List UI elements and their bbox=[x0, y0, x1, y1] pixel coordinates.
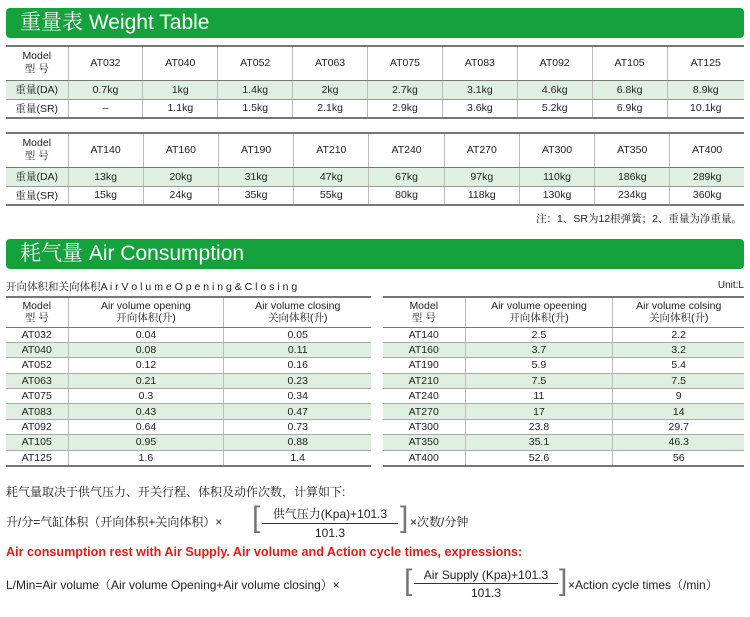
opening-value: 11 bbox=[465, 389, 613, 404]
weight-table-1 bbox=[6, 45, 744, 119]
table-row bbox=[383, 435, 744, 450]
table-row bbox=[6, 342, 371, 357]
model-label-cell bbox=[6, 297, 68, 327]
closing-value: 14 bbox=[613, 404, 744, 419]
table-row bbox=[383, 373, 744, 388]
table-row bbox=[6, 450, 371, 465]
weight-value: 67kg bbox=[369, 167, 444, 186]
opening-value: 0.64 bbox=[68, 419, 224, 434]
table-row bbox=[6, 404, 371, 419]
opening-value: 0.95 bbox=[68, 435, 224, 450]
model-name: AT190 bbox=[383, 358, 465, 373]
weight-value: 1.4kg bbox=[218, 80, 293, 99]
model-name: AT210 bbox=[294, 133, 369, 167]
opening-header bbox=[68, 297, 224, 327]
en-formula-rhs: ×Action cycle times（/min） bbox=[568, 578, 718, 592]
bracket-left: [ bbox=[404, 564, 413, 597]
opening-value: 0.12 bbox=[68, 358, 224, 373]
closing-value: 56 bbox=[613, 450, 744, 465]
model-label-cell bbox=[6, 46, 68, 80]
header-en: Air volume opening bbox=[101, 300, 191, 313]
opening-header bbox=[465, 297, 613, 327]
weight-value: 360kg bbox=[670, 186, 744, 205]
table-row bbox=[383, 450, 744, 465]
model-name: AT052 bbox=[218, 46, 293, 80]
model-label-cn: 型 号 bbox=[24, 63, 49, 76]
weight-value: 1.1kg bbox=[143, 99, 218, 118]
weight-value: 289kg bbox=[670, 167, 744, 186]
model-name: AT240 bbox=[369, 133, 444, 167]
weight-value: 8.9kg bbox=[667, 80, 744, 99]
opening-value: 1.6 bbox=[68, 450, 224, 465]
bracket-left: [ bbox=[252, 501, 261, 534]
weight-value: 1.5kg bbox=[218, 99, 293, 118]
closing-value: 29.7 bbox=[613, 419, 744, 434]
model-name: AT125 bbox=[667, 46, 744, 80]
closing-value: 1.4 bbox=[224, 450, 371, 465]
air-volume-table-left bbox=[6, 296, 371, 467]
model-name: AT300 bbox=[383, 419, 465, 434]
en-formula-numerator: Air Supply (Kpa)+101.3 bbox=[414, 568, 558, 584]
bracket-right: ] bbox=[400, 501, 409, 534]
model-name: AT125 bbox=[6, 450, 68, 465]
closing-value: 0.23 bbox=[224, 373, 371, 388]
weight-value: 80kg bbox=[369, 186, 444, 205]
weight-value: 234kg bbox=[595, 186, 670, 205]
weight-table-banner: 重量表 Weight Table bbox=[6, 8, 744, 38]
cn-formula-numerator: 供气压力(Kpa)+101.3 bbox=[262, 505, 398, 524]
weight-value: 2.7kg bbox=[368, 80, 443, 99]
model-name: AT240 bbox=[383, 389, 465, 404]
unit-label: Unit:L bbox=[717, 280, 744, 291]
model-name: AT075 bbox=[6, 389, 68, 404]
weight-value: 2.1kg bbox=[293, 99, 368, 118]
model-name: AT032 bbox=[68, 46, 143, 80]
table-row bbox=[6, 419, 371, 434]
model-name: AT300 bbox=[519, 133, 594, 167]
weight-table-header bbox=[6, 133, 744, 167]
opening-value: 0.43 bbox=[68, 404, 224, 419]
model-name: AT270 bbox=[383, 404, 465, 419]
cn-formula-rhs: ×次数/分钟 bbox=[410, 515, 469, 529]
air-table-header bbox=[6, 297, 371, 327]
weight-value: 10.1kg bbox=[667, 99, 744, 118]
weight-value: 130kg bbox=[519, 186, 594, 205]
air-volume-table-right bbox=[383, 296, 744, 467]
table-row bbox=[383, 419, 744, 434]
model-name: AT040 bbox=[143, 46, 218, 80]
weight-value: 2.9kg bbox=[368, 99, 443, 118]
opening-value: 52.6 bbox=[465, 450, 613, 465]
en-formula-heading: Air consumption rest with Air Supply. Air volume and Action cycle times, expressions: bbox=[6, 545, 523, 559]
model-name: AT140 bbox=[383, 327, 465, 342]
header-cn: 关向体积(升) bbox=[648, 312, 709, 325]
weight-row-sr bbox=[6, 99, 744, 118]
closing-value: 5.4 bbox=[613, 358, 744, 373]
opening-value: 35.1 bbox=[465, 435, 613, 450]
model-name: AT105 bbox=[6, 435, 68, 450]
model-name: AT160 bbox=[143, 133, 218, 167]
header-en: Air volume closing bbox=[255, 300, 341, 313]
row-label-da: 重量(DA) bbox=[6, 80, 68, 99]
weight-value: 2kg bbox=[293, 80, 368, 99]
opening-value: 0.21 bbox=[68, 373, 224, 388]
closing-value: 0.73 bbox=[224, 419, 371, 434]
air-volume-subtitle: 开向体积和关向体积A i r V o l u m e O p e n i n g & C l o s i n g bbox=[6, 281, 298, 293]
model-name: AT270 bbox=[444, 133, 519, 167]
model-name: AT140 bbox=[68, 133, 143, 167]
bracket-right: ] bbox=[559, 564, 568, 597]
opening-value: 23.8 bbox=[465, 419, 613, 434]
opening-value: 0.08 bbox=[68, 342, 224, 357]
model-name: AT083 bbox=[442, 46, 517, 80]
closing-value: 3.2 bbox=[613, 342, 744, 357]
model-name: AT092 bbox=[517, 46, 592, 80]
table-row bbox=[6, 389, 371, 404]
model-label-en: Model bbox=[22, 137, 52, 150]
weight-value: 15kg bbox=[68, 186, 143, 205]
header-cn: 关向体积(升) bbox=[267, 312, 328, 325]
model-name: AT032 bbox=[6, 327, 68, 342]
model-name: AT350 bbox=[383, 435, 465, 450]
air-table-header bbox=[383, 297, 744, 327]
model-name: AT040 bbox=[6, 342, 68, 357]
weight-value: 1kg bbox=[143, 80, 218, 99]
weight-row-da bbox=[6, 167, 744, 186]
cn-formula-fraction bbox=[262, 505, 398, 540]
closing-header bbox=[613, 297, 744, 327]
model-label-cell bbox=[6, 133, 68, 167]
weight-value: 110kg bbox=[519, 167, 594, 186]
weight-value: 186kg bbox=[595, 167, 670, 186]
closing-value: 2.2 bbox=[613, 327, 744, 342]
model-name: AT063 bbox=[293, 46, 368, 80]
header-en: Air volume colsing bbox=[636, 300, 722, 313]
weight-value: – bbox=[68, 99, 143, 118]
weight-row-sr bbox=[6, 186, 744, 205]
weight-value: 13kg bbox=[68, 167, 143, 186]
table-row bbox=[6, 327, 371, 342]
weight-value: 6.9kg bbox=[592, 99, 667, 118]
model-name: AT210 bbox=[383, 373, 465, 388]
opening-value: 3.7 bbox=[465, 342, 613, 357]
en-formula-fraction bbox=[414, 568, 558, 600]
cn-formula-lhs: 升/分=气缸体积（开向体积+关向体积）× bbox=[6, 515, 223, 529]
model-name: AT400 bbox=[670, 133, 744, 167]
row-label-sr: 重量(SR) bbox=[6, 186, 68, 205]
header-en: Air volume opeening bbox=[491, 300, 587, 313]
model-label-cn: 型 号 bbox=[24, 150, 49, 163]
header-en: Model bbox=[409, 300, 439, 313]
closing-value: 0.88 bbox=[224, 435, 371, 450]
model-name: AT052 bbox=[6, 358, 68, 373]
weight-value: 20kg bbox=[143, 167, 218, 186]
weight-table-2 bbox=[6, 132, 744, 206]
weight-value: 47kg bbox=[294, 167, 369, 186]
weight-value: 4.6kg bbox=[517, 80, 592, 99]
model-label-cell bbox=[383, 297, 465, 327]
table-row bbox=[6, 373, 371, 388]
weight-value: 0.7kg bbox=[68, 80, 143, 99]
weight-value: 31kg bbox=[218, 167, 293, 186]
closing-value: 0.34 bbox=[224, 389, 371, 404]
model-name: AT350 bbox=[595, 133, 670, 167]
closing-value: 0.11 bbox=[224, 342, 371, 357]
table-row bbox=[383, 358, 744, 373]
model-name: AT105 bbox=[592, 46, 667, 80]
table-row bbox=[383, 404, 744, 419]
header-cn: 型 号 bbox=[411, 312, 436, 325]
model-name: AT400 bbox=[383, 450, 465, 465]
weight-value: 3.1kg bbox=[442, 80, 517, 99]
header-cn: 开向体积(升) bbox=[509, 312, 569, 325]
closing-value: 0.05 bbox=[224, 327, 371, 342]
weight-row-da bbox=[6, 80, 744, 99]
weight-value: 118kg bbox=[444, 186, 519, 205]
opening-value: 7.5 bbox=[465, 373, 613, 388]
closing-value: 9 bbox=[613, 389, 744, 404]
row-label-sr: 重量(SR) bbox=[6, 99, 68, 118]
weight-value: 5.2kg bbox=[517, 99, 592, 118]
weight-value: 24kg bbox=[143, 186, 218, 205]
weight-value: 55kg bbox=[294, 186, 369, 205]
weight-value: 35kg bbox=[218, 186, 293, 205]
closing-value: 46.3 bbox=[613, 435, 744, 450]
cn-formula-denominator: 101.3 bbox=[314, 526, 346, 540]
closing-value: 0.16 bbox=[224, 358, 371, 373]
table-row bbox=[383, 342, 744, 357]
opening-value: 0.04 bbox=[68, 327, 224, 342]
cn-formula-intro: 耗气量取决于供气压力、开关行程、体积及动作次数，计算如下: bbox=[6, 485, 346, 499]
en-formula-denominator: 101.3 bbox=[470, 586, 502, 600]
table-row bbox=[6, 435, 371, 450]
table-row bbox=[383, 327, 744, 342]
weight-value: 97kg bbox=[444, 167, 519, 186]
model-name: AT190 bbox=[218, 133, 293, 167]
opening-value: 2.5 bbox=[465, 327, 613, 342]
closing-value: 7.5 bbox=[613, 373, 744, 388]
opening-value: 5.9 bbox=[465, 358, 613, 373]
air-consumption-banner: 耗气量 Air Consumption bbox=[6, 239, 744, 269]
model-label-en: Model bbox=[22, 50, 52, 63]
header-cn: 开向体积(升) bbox=[116, 312, 176, 325]
model-name: AT075 bbox=[368, 46, 443, 80]
en-formula-lhs: L/Min=Air volume（Air volume Opening+Air volume closing）× bbox=[6, 578, 340, 592]
weight-table-header bbox=[6, 46, 744, 80]
closing-header bbox=[224, 297, 371, 327]
weight-note: 注：1、SR为12根弹簧；2、重量为净重量。 bbox=[536, 213, 742, 225]
closing-value: 0.47 bbox=[224, 404, 371, 419]
weight-value: 6.8kg bbox=[592, 80, 667, 99]
model-name: AT063 bbox=[6, 373, 68, 388]
model-name: AT092 bbox=[6, 419, 68, 434]
opening-value: 0.3 bbox=[68, 389, 224, 404]
table-row bbox=[383, 389, 744, 404]
weight-value: 3.6kg bbox=[442, 99, 517, 118]
model-name: AT160 bbox=[383, 342, 465, 357]
table-row bbox=[6, 358, 371, 373]
header-en: Model bbox=[22, 300, 52, 313]
header-cn: 型 号 bbox=[24, 312, 49, 325]
opening-value: 17 bbox=[465, 404, 613, 419]
model-name: AT083 bbox=[6, 404, 68, 419]
row-label-da: 重量(DA) bbox=[6, 167, 68, 186]
